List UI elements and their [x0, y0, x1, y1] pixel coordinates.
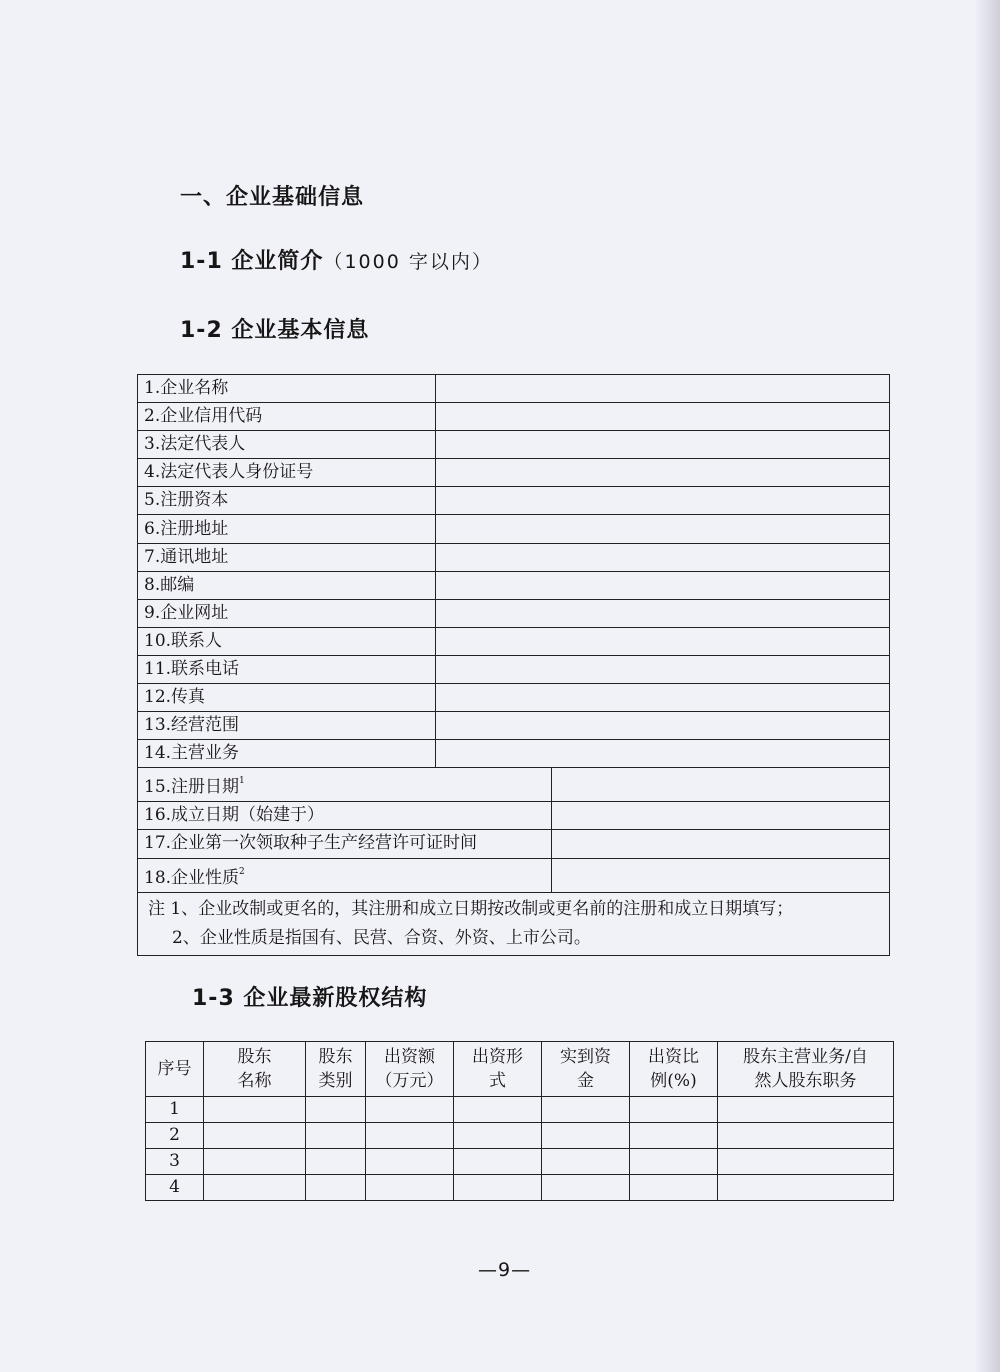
info-row — [138, 740, 890, 768]
note-line-2: 2、企业性质是指国有、民营、合资、外资、上市公司。 — [172, 927, 591, 948]
info-row — [138, 712, 890, 740]
field-label: 11.联系电话 — [138, 655, 436, 683]
info-row — [138, 431, 890, 459]
table-cell[interactable] — [366, 1097, 454, 1123]
table-cell[interactable] — [306, 1175, 366, 1201]
field-label-cell — [138, 768, 552, 802]
field-label: 6.注册地址 — [138, 515, 436, 543]
notes-cell — [138, 892, 890, 955]
basic-info-table — [137, 374, 890, 956]
field-label-cell — [138, 802, 552, 830]
subsection-1-3 — [192, 981, 427, 1012]
field-label: 10.联系人 — [138, 627, 436, 655]
column-header — [146, 1042, 204, 1097]
table-cell[interactable] — [718, 1149, 894, 1175]
field-label: 7.通讯地址 — [138, 543, 436, 571]
table-cell[interactable] — [542, 1175, 630, 1201]
table-cell[interactable] — [542, 1097, 630, 1123]
field-value-cell[interactable] — [436, 543, 890, 571]
header-row — [146, 1042, 894, 1097]
field-label: 2.企业信用代码 — [138, 403, 436, 431]
field-label-cell — [138, 858, 552, 892]
field-label: 4.法定代表人身份证号 — [138, 459, 436, 487]
info-row — [138, 543, 890, 571]
header-line: 序号 — [157, 1059, 192, 1079]
table-cell[interactable] — [454, 1097, 542, 1123]
table-cell[interactable] — [366, 1123, 454, 1149]
subsection-title: 企业最新股权结构 — [243, 986, 428, 1011]
equity-structure-table — [145, 1041, 894, 1201]
table-cell[interactable] — [204, 1123, 306, 1149]
field-value-cell[interactable] — [436, 627, 890, 655]
subsection-title: 企业基本信息 — [231, 318, 370, 343]
table-cell[interactable] — [718, 1097, 894, 1123]
subsection-number: 1-3 — [192, 986, 235, 1011]
header-line: 金 — [577, 1071, 594, 1091]
field-label: 15.注册日期 — [144, 777, 240, 798]
info-row — [138, 403, 890, 431]
field-value-cell[interactable] — [436, 712, 890, 740]
field-value-cell[interactable] — [552, 858, 890, 892]
notes-row — [138, 892, 890, 955]
table-cell[interactable] — [454, 1123, 542, 1149]
column-header — [306, 1042, 366, 1097]
info-row — [138, 802, 890, 830]
table-row — [146, 1123, 894, 1149]
field-value-cell[interactable] — [436, 655, 890, 683]
info-row — [138, 599, 890, 627]
field-label: 17.企业第一次领取种子生产经营许可证时间 — [144, 833, 478, 854]
footnote-marker: 2 — [239, 866, 245, 877]
table-row — [146, 1149, 894, 1175]
table-cell[interactable] — [542, 1149, 630, 1175]
info-row — [138, 627, 890, 655]
info-row — [138, 375, 890, 403]
field-label-cell — [138, 830, 552, 858]
header-line: 股东 — [318, 1047, 353, 1067]
subsection-1-2 — [180, 313, 369, 344]
table-cell[interactable] — [630, 1149, 718, 1175]
header-line: 类别 — [318, 1071, 353, 1091]
header-line: （万元） — [375, 1071, 444, 1091]
subsection-number: 1-2 — [180, 318, 223, 343]
table-cell[interactable] — [204, 1149, 306, 1175]
subsection-1-1 — [180, 244, 493, 275]
footnote-marker: 1 — [239, 776, 245, 787]
table-cell[interactable] — [630, 1123, 718, 1149]
info-row — [138, 459, 890, 487]
page-number: —9— — [478, 1259, 532, 1281]
column-header — [454, 1042, 542, 1097]
header-line: 例(%) — [650, 1071, 697, 1091]
info-row — [138, 487, 890, 515]
column-header — [630, 1042, 718, 1097]
subsection-note: （1000 字以内） — [323, 251, 493, 273]
table-row — [146, 1097, 894, 1123]
field-value-cell[interactable] — [552, 830, 890, 858]
column-header — [542, 1042, 630, 1097]
field-value-cell[interactable] — [436, 684, 890, 712]
field-value-cell[interactable] — [436, 431, 890, 459]
field-value-cell[interactable] — [436, 740, 890, 768]
table-row — [146, 1175, 894, 1201]
row-number: 4 — [146, 1175, 204, 1201]
field-label: 3.法定代表人 — [138, 431, 436, 459]
table-cell[interactable] — [306, 1149, 366, 1175]
field-value-cell[interactable] — [436, 487, 890, 515]
header-line: 出资额 — [384, 1047, 435, 1067]
field-value-cell[interactable] — [436, 375, 890, 403]
field-label: 9.企业网址 — [138, 599, 436, 627]
table-cell[interactable] — [306, 1123, 366, 1149]
header-line: 式 — [489, 1071, 506, 1091]
field-label: 16.成立日期（始建于） — [144, 805, 325, 826]
header-line: 实到资 — [560, 1047, 611, 1067]
header-line: 出资比 — [648, 1047, 699, 1067]
row-number: 2 — [146, 1123, 204, 1149]
field-label: 8.邮编 — [138, 571, 436, 599]
table-cell[interactable] — [718, 1175, 894, 1201]
table-cell[interactable] — [542, 1123, 630, 1149]
info-row — [138, 768, 890, 802]
header-line: 股东 — [237, 1047, 272, 1067]
field-label: 14.主营业务 — [138, 740, 436, 768]
table-cell[interactable] — [718, 1123, 894, 1149]
column-header — [366, 1042, 454, 1097]
table-cell[interactable] — [204, 1097, 306, 1123]
field-label: 18.企业性质 — [144, 867, 240, 888]
info-row — [138, 858, 890, 892]
table-cell[interactable] — [366, 1175, 454, 1201]
field-value-cell[interactable] — [552, 802, 890, 830]
header-line: 名称 — [237, 1071, 272, 1091]
field-label: 5.注册资本 — [138, 487, 436, 515]
table-cell[interactable] — [306, 1097, 366, 1123]
field-label: 13.经营范围 — [138, 712, 436, 740]
info-row — [138, 571, 890, 599]
header-line: 出资形 — [472, 1047, 523, 1067]
column-header — [718, 1042, 894, 1097]
row-number: 3 — [146, 1149, 204, 1175]
header-line: 然人股东职务 — [754, 1071, 857, 1091]
info-row — [138, 655, 890, 683]
field-value-cell[interactable] — [436, 459, 890, 487]
column-header — [204, 1042, 306, 1097]
row-number: 1 — [146, 1097, 204, 1123]
subsection-number: 1-1 — [180, 249, 223, 274]
info-row — [138, 684, 890, 712]
field-value-cell[interactable] — [436, 403, 890, 431]
field-label: 1.企业名称 — [138, 375, 436, 403]
info-row — [138, 515, 890, 543]
page-edge-shadow — [976, 0, 1000, 1372]
table-cell[interactable] — [454, 1149, 542, 1175]
field-value-cell[interactable] — [436, 515, 890, 543]
subsection-title: 企业简介 — [231, 249, 324, 274]
table-cell[interactable] — [630, 1097, 718, 1123]
table-cell[interactable] — [630, 1175, 718, 1201]
note-line-1: 注 1、企业改制或更名的，其注册和成立日期按改制或更名前的注册和成立日期填写； — [148, 898, 794, 919]
section-title: 一、企业基础信息 — [180, 185, 365, 210]
field-value-cell[interactable] — [436, 599, 890, 627]
info-row — [138, 830, 890, 858]
table-cell[interactable] — [204, 1175, 306, 1201]
field-label: 12.传真 — [138, 684, 436, 712]
table-cell[interactable] — [454, 1175, 542, 1201]
field-value-cell[interactable] — [552, 768, 890, 802]
field-value-cell[interactable] — [436, 571, 890, 599]
table-cell[interactable] — [366, 1149, 454, 1175]
header-line: 股东主营业务/自 — [743, 1047, 868, 1067]
